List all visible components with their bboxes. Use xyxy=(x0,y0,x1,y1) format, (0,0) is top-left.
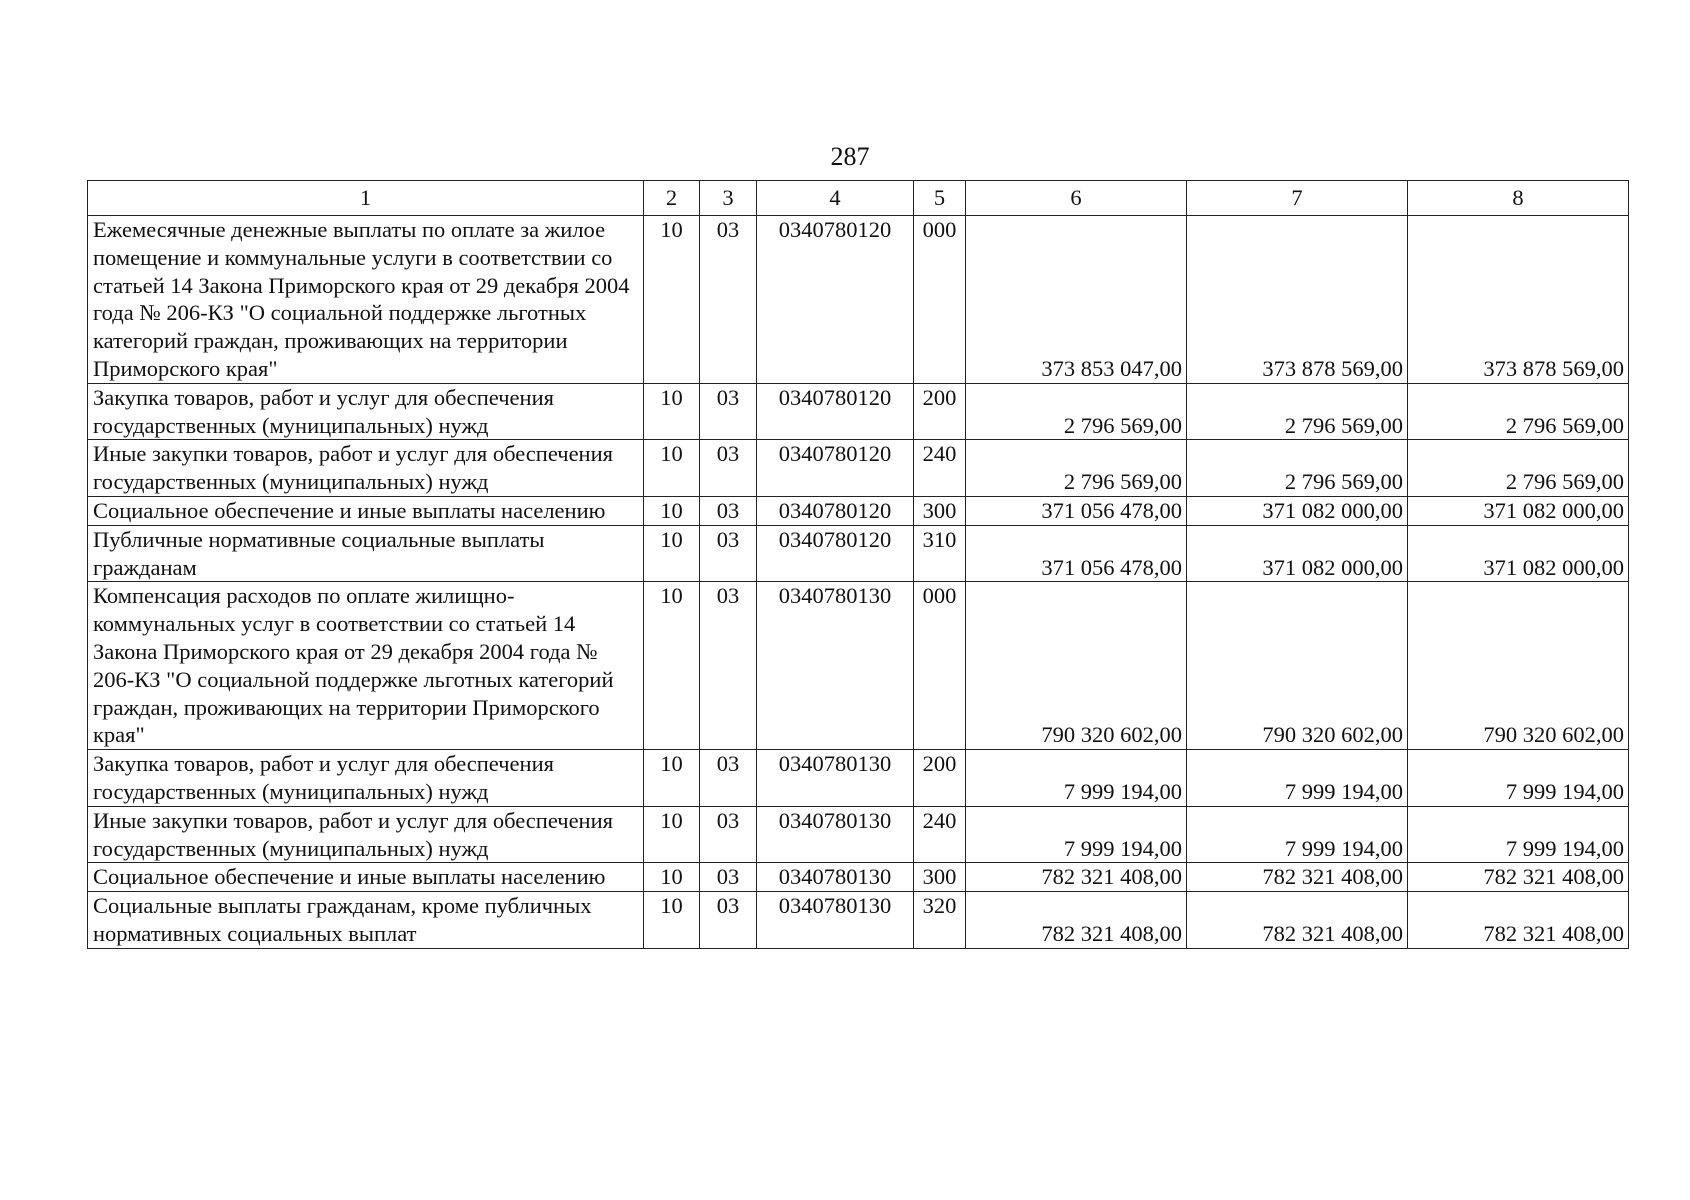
section-cell: 10 xyxy=(644,440,700,497)
amount-cell-8: 371 082 000,00 xyxy=(1408,496,1629,525)
expense-type-cell: 310 xyxy=(914,525,966,582)
subsection-cell: 03 xyxy=(700,806,757,863)
table-row xyxy=(88,892,1629,949)
expense-type-cell: 240 xyxy=(914,806,966,863)
amount-cell-7: 7 999 194,00 xyxy=(1187,750,1408,807)
column-header: 4 xyxy=(757,181,914,216)
amount-cell-7: 2 796 569,00 xyxy=(1187,383,1408,440)
amount-cell-8: 790 320 602,00 xyxy=(1408,582,1629,750)
column-header: 3 xyxy=(700,181,757,216)
subsection-cell: 03 xyxy=(700,216,757,384)
subsection-cell: 03 xyxy=(700,383,757,440)
item-name-cell: Иные закупки товаров, работ и услуг для обеспечения государственных (муниципальных) нужд xyxy=(88,440,644,497)
column-header: 1 xyxy=(88,181,644,216)
section-cell: 10 xyxy=(644,383,700,440)
table-body xyxy=(88,216,1629,949)
amount-cell-7: 371 082 000,00 xyxy=(1187,496,1408,525)
amount-cell-8: 782 321 408,00 xyxy=(1408,892,1629,949)
section-cell: 10 xyxy=(644,525,700,582)
table-row xyxy=(88,440,1629,497)
item-name-cell: Закупка товаров, работ и услуг для обеспечения государственных (муниципальных) нужд xyxy=(88,383,644,440)
expense-type-cell: 300 xyxy=(914,496,966,525)
amount-cell-6: 373 853 047,00 xyxy=(966,216,1187,384)
amount-cell-6: 782 321 408,00 xyxy=(966,892,1187,949)
expense-type-cell: 200 xyxy=(914,383,966,440)
amount-cell-8: 782 321 408,00 xyxy=(1408,863,1629,892)
target-article-cell: 0340780130 xyxy=(757,892,914,949)
item-name-cell: Иные закупки товаров, работ и услуг для обеспечения государственных (муниципальных) нужд xyxy=(88,806,644,863)
expense-type-cell: 000 xyxy=(914,216,966,384)
item-name-cell: Публичные нормативные социальные выплаты гражданам xyxy=(88,525,644,582)
target-article-cell: 0340780130 xyxy=(757,750,914,807)
table-row xyxy=(88,496,1629,525)
expense-type-cell: 240 xyxy=(914,440,966,497)
amount-cell-6: 790 320 602,00 xyxy=(966,582,1187,750)
column-header: 7 xyxy=(1187,181,1408,216)
amount-cell-6: 371 056 478,00 xyxy=(966,525,1187,582)
amount-cell-8: 371 082 000,00 xyxy=(1408,525,1629,582)
subsection-cell: 03 xyxy=(700,582,757,750)
section-cell: 10 xyxy=(644,216,700,384)
subsection-cell: 03 xyxy=(700,750,757,807)
table-row xyxy=(88,806,1629,863)
target-article-cell: 0340780120 xyxy=(757,440,914,497)
section-cell: 10 xyxy=(644,863,700,892)
column-header: 6 xyxy=(966,181,1187,216)
expense-type-cell: 320 xyxy=(914,892,966,949)
section-cell: 10 xyxy=(644,750,700,807)
amount-cell-6: 371 056 478,00 xyxy=(966,496,1187,525)
target-article-cell: 0340780120 xyxy=(757,383,914,440)
table-row xyxy=(88,383,1629,440)
section-cell: 10 xyxy=(644,806,700,863)
item-name-cell: Закупка товаров, работ и услуг для обеспечения государственных (муниципальных) нужд xyxy=(88,750,644,807)
amount-cell-6: 782 321 408,00 xyxy=(966,863,1187,892)
amount-cell-6: 2 796 569,00 xyxy=(966,383,1187,440)
item-name-cell: Компенсация расходов по оплате жилищно-коммунальных услуг в соответствии со статьей 14 Закона Приморского края от 29 декабря 2004 года № 206-КЗ "О социальной поддержке льготных категорий граждан, проживающих на территории Приморского края" xyxy=(88,582,644,750)
budget-table xyxy=(87,180,1629,949)
column-header: 2 xyxy=(644,181,700,216)
table-row xyxy=(88,216,1629,384)
amount-cell-8: 2 796 569,00 xyxy=(1408,383,1629,440)
column-header: 8 xyxy=(1408,181,1629,216)
item-name-cell: Социальные выплаты гражданам, кроме публичных нормативных социальных выплат xyxy=(88,892,644,949)
amount-cell-7: 790 320 602,00 xyxy=(1187,582,1408,750)
table-row xyxy=(88,582,1629,750)
target-article-cell: 0340780120 xyxy=(757,216,914,384)
subsection-cell: 03 xyxy=(700,525,757,582)
item-name-cell: Социальное обеспечение и иные выплаты населению xyxy=(88,863,644,892)
expense-type-cell: 300 xyxy=(914,863,966,892)
expense-type-cell: 000 xyxy=(914,582,966,750)
amount-cell-6: 7 999 194,00 xyxy=(966,806,1187,863)
target-article-cell: 0340780130 xyxy=(757,863,914,892)
amount-cell-7: 7 999 194,00 xyxy=(1187,806,1408,863)
item-name-cell: Социальное обеспечение и иные выплаты населению xyxy=(88,496,644,525)
amount-cell-8: 2 796 569,00 xyxy=(1408,440,1629,497)
amount-cell-6: 2 796 569,00 xyxy=(966,440,1187,497)
table-row xyxy=(88,750,1629,807)
target-article-cell: 0340780130 xyxy=(757,806,914,863)
section-cell: 10 xyxy=(644,582,700,750)
amount-cell-7: 373 878 569,00 xyxy=(1187,216,1408,384)
subsection-cell: 03 xyxy=(700,863,757,892)
subsection-cell: 03 xyxy=(700,892,757,949)
table-row xyxy=(88,863,1629,892)
item-name-cell: Ежемесячные денежные выплаты по оплате за жилое помещение и коммунальные услуги в соответствии со статьей 14 Закона Приморского края от 29 декабря 2004 года № 206-КЗ "О социальной поддержке льготных категорий граждан, проживающих на территории Приморского края" xyxy=(88,216,644,384)
amount-cell-7: 371 082 000,00 xyxy=(1187,525,1408,582)
amount-cell-7: 2 796 569,00 xyxy=(1187,440,1408,497)
amount-cell-8: 7 999 194,00 xyxy=(1408,806,1629,863)
target-article-cell: 0340780130 xyxy=(757,582,914,750)
amount-cell-8: 7 999 194,00 xyxy=(1408,750,1629,807)
page-number: 287 xyxy=(830,142,870,171)
target-article-cell: 0340780120 xyxy=(757,525,914,582)
amount-cell-7: 782 321 408,00 xyxy=(1187,892,1408,949)
table-row xyxy=(88,525,1629,582)
amount-cell-7: 782 321 408,00 xyxy=(1187,863,1408,892)
section-cell: 10 xyxy=(644,892,700,949)
subsection-cell: 03 xyxy=(700,440,757,497)
header-row xyxy=(88,181,1629,216)
target-article-cell: 0340780120 xyxy=(757,496,914,525)
column-header: 5 xyxy=(914,181,966,216)
expense-type-cell: 200 xyxy=(914,750,966,807)
section-cell: 10 xyxy=(644,496,700,525)
amount-cell-8: 373 878 569,00 xyxy=(1408,216,1629,384)
subsection-cell: 03 xyxy=(700,496,757,525)
amount-cell-6: 7 999 194,00 xyxy=(966,750,1187,807)
